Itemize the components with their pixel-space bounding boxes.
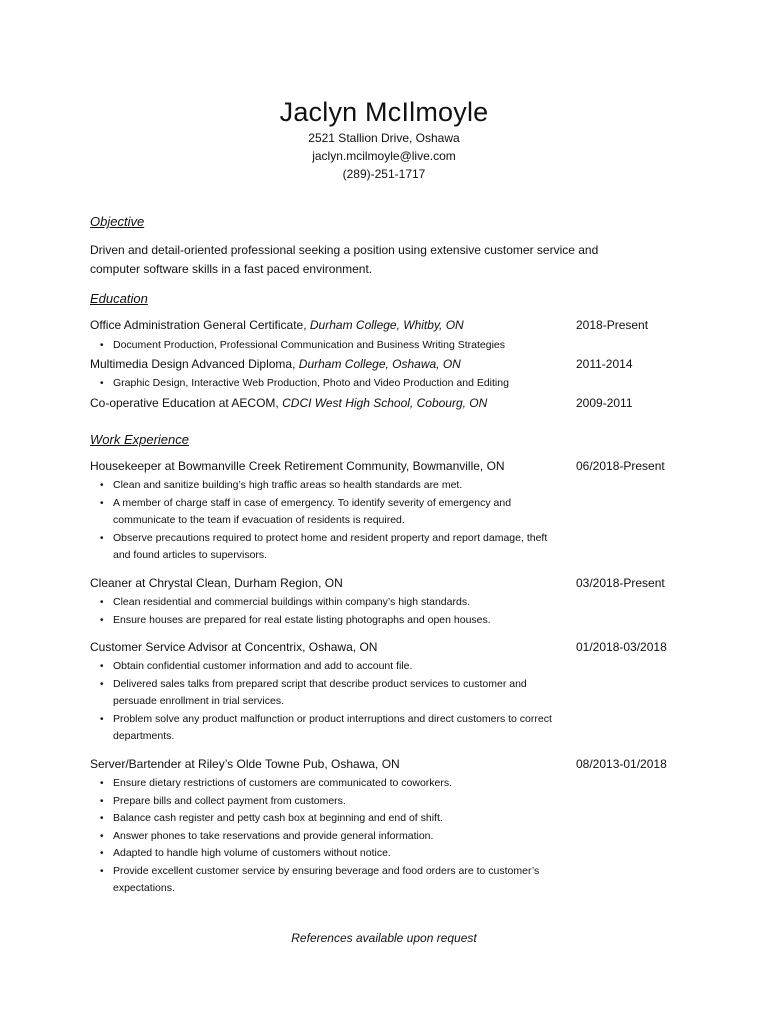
references-note: References available upon request (291, 931, 477, 945)
list-item: • Graphic Design, Interactive Web Production, Photo and Video Production and Editing (90, 375, 560, 393)
objective-heading: Objective (90, 214, 145, 229)
list-item: • Observe precautions required to protect home and resident property and report damage, theft and found articles to supervisors. (90, 530, 560, 565)
list-item: • Answer phones to take reservations and provide general information. (90, 828, 560, 846)
job-date: 08/2013-01/2018 (576, 757, 667, 771)
job-title: Server/Bartender at Riley’s Olde Towne Pub, Oshawa, ON (90, 757, 400, 771)
education-entry-location: Durham College, Oshawa, ON (298, 357, 461, 371)
job-bullets (90, 594, 560, 629)
list-item: • Balance cash register and petty cash box at beginning and end of shift. (90, 810, 560, 828)
education-entry-date: 2009-2011 (576, 396, 633, 410)
education-entry-bullets (90, 337, 560, 355)
list-item: • Prepare bills and collect payment from customers. (90, 793, 560, 811)
education-entry-location: CDCI West High School, Cobourg, ON (282, 396, 488, 410)
job-bullets (90, 477, 560, 565)
objective-text: Driven and detail-oriented professional seeking a position using extensive customer service and computer software skills in a fast paced environment. (90, 243, 599, 276)
job-title: Housekeeper at Bowmanville Creek Retirement Community, Bowmanville, ON (90, 459, 505, 473)
education-entry-title: Co-operative Education at AECOM, (90, 396, 279, 410)
address: 2521 Stallion Drive, Oshawa (308, 131, 460, 145)
job-date: 06/2018-Present (576, 459, 665, 473)
job-bullets (90, 775, 560, 898)
education-entry-title: Office Administration General Certificate, (90, 318, 307, 332)
list-item: • Clean and sanitize building’s high traffic areas so health standards are met. (90, 477, 560, 495)
education-entry-title: Multimedia Design Advanced Diploma, (90, 357, 296, 371)
list-item: • Delivered sales talks from prepared script that describe product services to customer and persuade enrollment in trial services. (90, 676, 560, 711)
list-item: • Obtain confidential customer information and add to account file. (90, 658, 560, 676)
email: jaclyn.mcilmoyle@live.com (312, 149, 456, 163)
job-title: Customer Service Advisor at Concentrix, Oshawa, ON (90, 640, 378, 654)
education-entry-location: Durham College, Whitby, ON (309, 318, 464, 332)
applicant-name: Jaclyn McIlmoyle (279, 97, 489, 127)
education-entry-bullets (90, 375, 560, 393)
education-entry-date: 2018-Present (576, 318, 649, 332)
job-title: Cleaner at Chrystal Clean, Durham Region, ON (90, 576, 343, 590)
list-item: • Ensure houses are prepared for real estate listing photographs and open houses. (90, 612, 560, 630)
list-item: • Adapted to handle high volume of customers without notice. (90, 845, 560, 863)
work-experience-heading: Work Experience (90, 432, 189, 447)
list-item: • Clean residential and commercial buildings within company’s high standards. (90, 594, 560, 612)
job-date: 03/2018-Present (576, 576, 665, 590)
education-entry-date: 2011-2014 (576, 357, 633, 371)
list-item: • Ensure dietary restrictions of customers are communicated to coworkers. (90, 775, 560, 793)
education-heading: Education (90, 291, 148, 306)
list-item: • A member of charge staff in case of emergency. To identify severity of emergency and communicate to the team if evacuation of residents is required. (90, 495, 560, 530)
phone: (289)-251-1717 (342, 167, 426, 181)
job-date: 01/2018-03/2018 (576, 640, 667, 654)
list-item: • Provide excellent customer service by ensuring beverage and food orders are to customer’s expectations. (90, 863, 560, 898)
job-bullets (90, 658, 560, 746)
list-item: • Document Production, Professional Communication and Business Writing Strategies (90, 337, 560, 355)
list-item: • Problem solve any product malfunction or product interruptions and direct customers to correct departments. (90, 711, 560, 746)
resume-header (0, 95, 768, 183)
